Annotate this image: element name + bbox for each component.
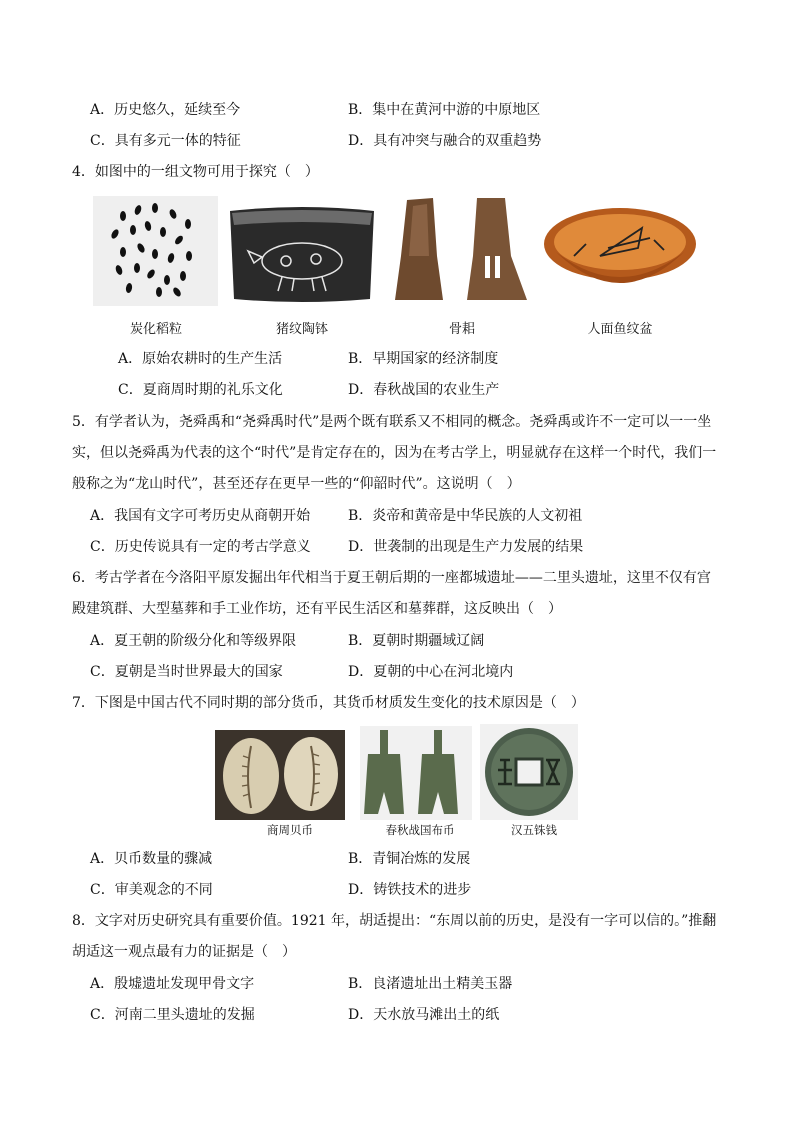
q4-stem: 4．如图中的一组文物可用于探究（ ） <box>72 164 319 180</box>
human-face-fish-basin-image <box>542 204 698 302</box>
q6-option-d: D．夏朝的中心在河北境内 <box>348 664 514 680</box>
spade-money-image <box>360 726 472 820</box>
shell-money-image <box>215 730 345 820</box>
wuzhu-coin-image <box>480 724 578 820</box>
caption-wuzhu-coin: 汉五铢钱 <box>511 823 557 837</box>
q7-option-b: B．青铜冶炼的发展 <box>348 851 471 867</box>
caption-bone-spade: 骨耜 <box>448 322 475 337</box>
q6-stem: 6．考古学者在今洛阳平原发掘出年代相当于夏王朝后期的一座都城遗址——二里头遗址，这里不仅有宫殿建筑群、大型墓葬和手工业作坊，还有平民生活区和墓葬群，这反映出（ ） <box>72 570 711 617</box>
q8-option-b: B．良渚遗址出土精美玉器 <box>348 976 513 992</box>
q3-option-a: A．历史悠久，延续至今 <box>90 102 241 118</box>
q7-stem: 7．下图是中国古代不同时期的部分货币，其货币材质发生变化的技术原因是（ ） <box>72 695 585 711</box>
q8-option-a: A．殷墟遗址发现甲骨文字 <box>90 976 255 992</box>
q4-option-c: C．夏商周时期的礼乐文化 <box>118 382 283 398</box>
caption-pig-pottery: 猪纹陶钵 <box>275 322 328 337</box>
q5-option-b: B．炎帝和黄帝是中华民族的人文初祖 <box>348 508 583 524</box>
q4-option-b: B．早期国家的经济制度 <box>348 351 499 367</box>
q5-option-d: D．世袭制的出现是生产力发展的结果 <box>348 539 584 555</box>
caption-spade-money: 春秋战国布币 <box>385 823 455 837</box>
q3-option-d: D．具有冲突与融合的双重趋势 <box>348 133 542 149</box>
carbonized-rice-image <box>93 196 218 306</box>
q8-option-c: C．河南二里头遗址的发掘 <box>90 1007 255 1023</box>
q6-option-a: A．夏王朝的阶级分化和等级界限 <box>90 633 297 649</box>
q7-option-c: C．审美观念的不同 <box>90 882 213 898</box>
q8-option-d: D．天水放马滩出土的纸 <box>348 1007 500 1023</box>
q6-option-c: C．夏朝是当时世界最大的国家 <box>90 664 283 680</box>
caption-carbonized-rice: 炭化稻粒 <box>129 322 182 337</box>
q6-option-b: B．夏朝时期疆域辽阔 <box>348 633 485 649</box>
q4-option-a: A．原始农耕时的生产生活 <box>118 351 283 367</box>
q4-option-d: D．春秋战国的农业生产 <box>348 382 500 398</box>
q5-option-c: C．历史传说具有一定的考古学意义 <box>90 539 311 555</box>
q5-option-a: A．我国有文字可考历史从商朝开始 <box>90 508 311 524</box>
q7-option-d: D．铸铁技术的进步 <box>348 882 472 898</box>
caption-fish-basin: 人面鱼纹盆 <box>587 322 653 337</box>
q5-stem: 5．有学者认为，尧舜禹和“尧舜禹时代”是两个既有联系又不相同的概念。尧舜禹或许不一定可以一一坐实，但以尧舜禹为代表的这个“时代”是肯定存在的，因为在考古学上，明显就存在这样一个时代，我们一般称之为“龙山时代”，甚至还存在更早一些的“仰韶时代”。这说明（ ） <box>72 414 717 492</box>
q3-option-c: C．具有多元一体的特征 <box>90 133 241 149</box>
caption-shell-money: 商周贝币 <box>267 823 313 837</box>
pig-pattern-pottery-image <box>224 203 380 306</box>
q8-stem: 8．文字对历史研究具有重要价值。1921 年，胡适提出：“东周以前的历史，是没有一字可以信的。”推翻胡适这一观点最有力的证据是（ ） <box>72 913 717 960</box>
bone-spade-image <box>393 196 531 304</box>
q7-option-a: A．贝币数量的骤减 <box>90 851 213 867</box>
q3-option-b: B．集中在黄河中游的中原地区 <box>348 102 541 118</box>
